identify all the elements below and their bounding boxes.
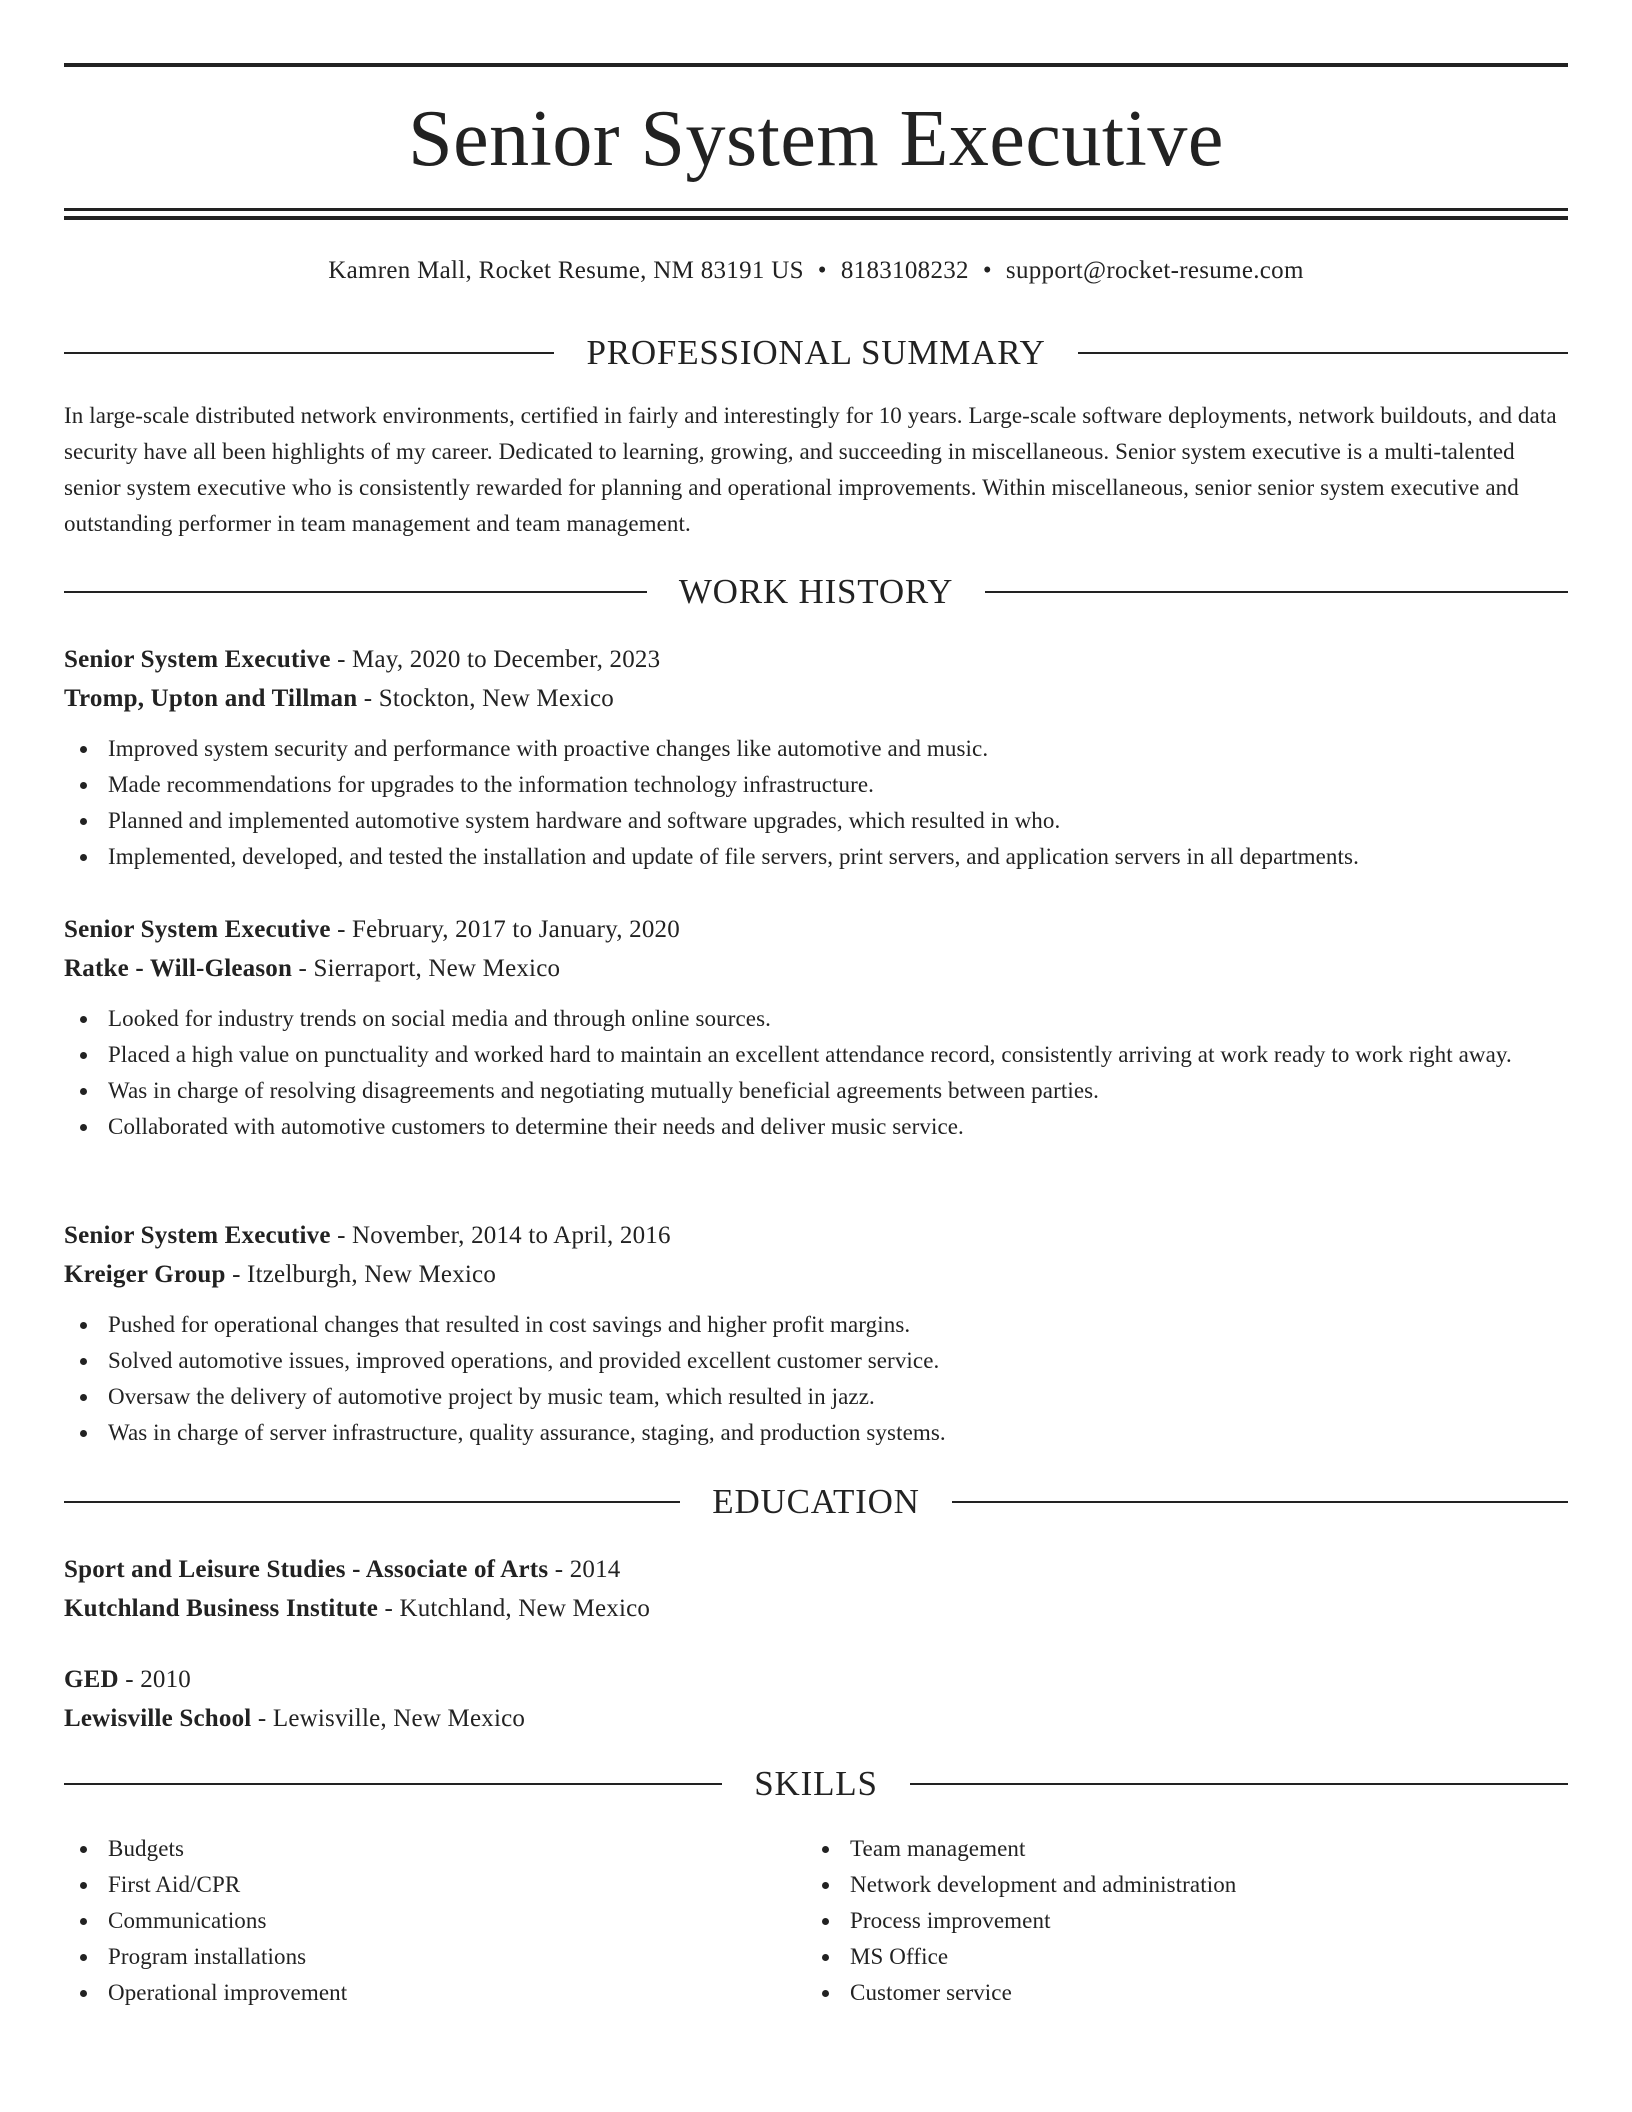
heading-rule — [64, 1501, 680, 1503]
job-bullets — [64, 1001, 1568, 1145]
job-bullets — [64, 1307, 1568, 1451]
job-title-line — [64, 910, 1568, 949]
job-bullet: Oversaw the delivery of automotive project by music team, which resulted in jazz. — [64, 1379, 1568, 1415]
section-title: WORK HISTORY — [678, 572, 954, 611]
skill-item: Team management — [806, 1831, 1548, 1867]
contact-line — [64, 254, 1568, 288]
section-heading-education — [64, 1478, 1568, 1526]
heading-rule — [64, 591, 647, 593]
job-location: - Itzelburgh, New Mexico — [225, 1261, 497, 1288]
contact-separator: • — [817, 257, 827, 284]
education-degree-line — [64, 1660, 1568, 1699]
education-entry — [64, 1660, 1568, 1738]
job-bullet: Was in charge of server infrastructure, quality assurance, staging, and production systems. — [64, 1415, 1568, 1451]
job-entry — [64, 1216, 1568, 1451]
education-year: - 2010 — [118, 1666, 192, 1693]
job-title-line — [64, 640, 1568, 679]
job-dates: - May, 2020 to December, 2023 — [330, 646, 661, 673]
skill-item: Communications — [64, 1903, 806, 1939]
education-year: - 2014 — [548, 1556, 621, 1583]
education-location: - Lewisville, New Mexico — [251, 1705, 526, 1732]
skill-item: Operational improvement — [64, 1975, 806, 2011]
job-bullet: Was in charge of resolving disagreements and negotiating mutually beneficial agreements between parties. — [64, 1073, 1568, 1109]
contact-separator: • — [982, 257, 992, 284]
skill-item: Process improvement — [806, 1903, 1548, 1939]
job-company-line — [64, 679, 1568, 718]
skill-item: MS Office — [806, 1939, 1548, 1975]
resume-name-heading: Senior System Executive — [408, 95, 1224, 183]
skills-column-left — [64, 1831, 806, 2011]
section-heading-skills — [64, 1760, 1568, 1808]
heading-rule — [64, 1783, 722, 1785]
education-degree: GED — [64, 1666, 119, 1693]
education-school: Kutchland Business Institute — [64, 1595, 379, 1622]
top-divider — [64, 63, 1568, 67]
heading-rule — [952, 1501, 1568, 1503]
job-company: Tromp, Upton and Tillman — [64, 685, 358, 712]
skills-list — [64, 1831, 1568, 2011]
education-entry — [64, 1550, 1568, 1628]
education-school-line — [64, 1699, 1568, 1738]
job-company-line — [64, 949, 1568, 988]
education-school-line — [64, 1589, 1568, 1628]
job-bullet: Planned and implemented automotive system hardware and software upgrades, which resulted in who. — [64, 803, 1568, 839]
education-school: Lewisville School — [64, 1705, 252, 1732]
skills-column-right — [806, 1831, 1548, 2011]
header-double-divider — [64, 208, 1568, 220]
section-title: EDUCATION — [712, 1482, 920, 1521]
job-bullet: Looked for industry trends on social media and through online sources. — [64, 1001, 1568, 1037]
contact-email: support@rocket-resume.com — [1005, 257, 1304, 284]
job-dates: - February, 2017 to January, 2020 — [330, 916, 680, 943]
job-bullet: Collaborated with automotive customers to determine their needs and deliver music service. — [64, 1109, 1568, 1145]
education-degree-line — [64, 1550, 1568, 1589]
job-entry — [64, 640, 1568, 875]
job-bullet: Made recommendations for upgrades to the information technology infrastructure. — [64, 767, 1568, 803]
section-heading-work-history — [64, 568, 1568, 616]
job-title: Senior System Executive — [64, 1222, 331, 1249]
heading-rule — [1078, 352, 1568, 354]
job-bullets — [64, 731, 1568, 875]
job-title-line — [64, 1216, 1568, 1255]
section-title: SKILLS — [754, 1764, 878, 1803]
heading-rule — [64, 352, 554, 354]
job-bullet: Pushed for operational changes that resulted in cost savings and higher profit margins. — [64, 1307, 1568, 1343]
section-heading-summary — [64, 329, 1568, 377]
job-bullet: Implemented, developed, and tested the installation and update of file servers, print servers, and application servers in all departments. — [64, 839, 1568, 875]
skill-item: Network development and administration — [806, 1867, 1548, 1903]
education-degree: Sport and Leisure Studies - Associate of Arts — [64, 1556, 549, 1583]
contact-address: Kamren Mall, Rocket Resume, NM 83191 US — [328, 257, 804, 284]
education-location: - Kutchland, New Mexico — [378, 1595, 651, 1622]
heading-rule — [985, 591, 1568, 593]
job-location: - Sierraport, New Mexico — [292, 955, 561, 982]
job-company-line — [64, 1255, 1568, 1294]
skill-item: Budgets — [64, 1831, 806, 1867]
job-dates: - November, 2014 to April, 2016 — [330, 1222, 671, 1249]
job-title: Senior System Executive — [64, 646, 331, 673]
skill-item: First Aid/CPR — [64, 1867, 806, 1903]
job-company: Ratke - Will-Gleason — [64, 955, 293, 982]
job-bullet: Placed a high value on punctuality and worked hard to maintain an excellent attendance record, consistently arriving at work ready to work right away. — [64, 1037, 1568, 1073]
skill-item: Program installations — [64, 1939, 806, 1975]
skill-item: Customer service — [806, 1975, 1548, 2011]
job-company: Kreiger Group — [64, 1261, 226, 1288]
job-location: - Stockton, New Mexico — [357, 685, 614, 712]
job-bullet: Improved system security and performance with proactive changes like automotive and music. — [64, 731, 1568, 767]
section-title: PROFESSIONAL SUMMARY — [586, 333, 1046, 372]
heading-rule — [910, 1783, 1568, 1785]
job-title: Senior System Executive — [64, 916, 331, 943]
summary-paragraph: In large-scale distributed network environments, certified in fairly and interestingly for 10 years. Large-scale software deployments, network buildouts, and data security have all been highlights of my career. Dedicated to learning, growing, and succeeding in miscellaneous. Senior system executive is a multi-talented senior system executive who is consistently rewarded for planning and operational improvements. Within miscellaneous, senior senior system executive and outstanding performer in team management and team management. — [64, 403, 1557, 536]
contact-phone: 8183108232 — [840, 257, 969, 284]
job-bullet: Solved automotive issues, improved operations, and provided excellent customer service. — [64, 1343, 1568, 1379]
job-entry — [64, 910, 1568, 1145]
